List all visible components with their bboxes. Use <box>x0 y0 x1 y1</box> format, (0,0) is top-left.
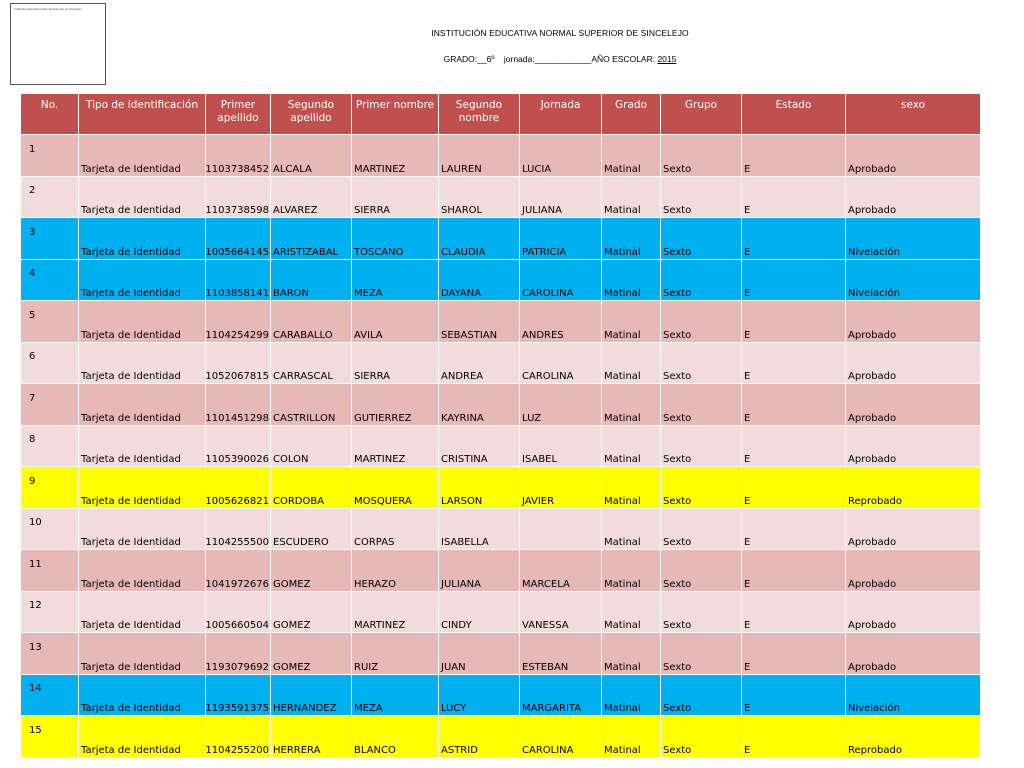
table-row[interactable] <box>21 218 981 260</box>
cell-segundo-apellido: MARTINEZ <box>352 135 439 177</box>
cell-segundo-nombre <box>520 508 602 550</box>
cell-estado: Aprobado <box>846 384 981 426</box>
column-header-primer-apellido[interactable]: Primer apellido <box>206 94 271 135</box>
cell-jornada: Matinal <box>602 218 661 260</box>
cell-grupo: E <box>742 550 846 592</box>
cell-no: 11 <box>21 550 79 592</box>
column-header-sexo[interactable]: sexo <box>846 94 981 135</box>
cell-tipo-identificacion <box>79 467 269 509</box>
cell-grupo: E <box>742 425 846 467</box>
cell-segundo-apellido: MARTINEZ <box>352 591 439 633</box>
cell-tipo-identificacion <box>79 218 269 260</box>
cell-primer-apellido: CASTRILLON <box>271 384 352 426</box>
cell-segundo-apellido: GUTIERREZ <box>352 384 439 426</box>
school-logo <box>10 3 106 85</box>
cell-jornada: Matinal <box>602 301 661 343</box>
cell-grado: Sexto <box>661 550 742 592</box>
cell-grupo: E <box>742 135 846 177</box>
cell-tipo-identificacion <box>79 550 269 592</box>
cell-segundo-nombre: MARCELA <box>520 550 602 592</box>
cell-no: 9 <box>21 467 79 509</box>
numero-identificacion-text: 1103738452 <box>205 163 269 175</box>
cell-no: 15 <box>21 716 79 758</box>
table-row[interactable] <box>21 384 981 426</box>
cell-grado: Sexto <box>661 674 742 716</box>
cell-estado: Aprobado <box>846 591 981 633</box>
table-row[interactable] <box>21 550 981 592</box>
tipo-identificacion-text: Tarjeta de Identidad <box>81 620 181 631</box>
cell-primer-apellido: GOMEZ <box>271 591 352 633</box>
table-row[interactable] <box>21 176 981 218</box>
column-header-primer-nombre[interactable]: Primer nombre <box>352 94 439 135</box>
cell-primer-nombre: JUAN <box>439 633 520 675</box>
table-row[interactable] <box>21 301 981 343</box>
table-row[interactable] <box>21 633 981 675</box>
cell-jornada: Matinal <box>602 135 661 177</box>
cell-no: 14 <box>21 674 79 716</box>
cell-primer-nombre: LUCY <box>439 674 520 716</box>
cell-estado: Nivelación <box>846 674 981 716</box>
column-header-grado[interactable]: Grado <box>602 94 661 135</box>
cell-grado: Sexto <box>661 591 742 633</box>
cell-grado: Sexto <box>661 384 742 426</box>
tipo-identificacion-text: Tarjeta de Identidad <box>81 744 181 756</box>
cell-no: 6 <box>21 342 79 384</box>
cell-grado: Sexto <box>661 176 742 218</box>
cell-primer-nombre: ASTRID <box>439 716 520 758</box>
cell-estado: Aprobado <box>846 342 981 384</box>
numero-identificacion-text: 1193079692 <box>205 661 269 673</box>
cell-tipo-identificacion <box>79 425 269 467</box>
cell-estado: Aprobado <box>846 176 981 218</box>
cell-jornada: Matinal <box>602 508 661 550</box>
numero-identificacion-text: 1005664145 <box>205 246 269 258</box>
cell-segundo-nombre: ANDRES <box>520 301 602 343</box>
tipo-identificacion-text: Tarjeta de Identidad <box>81 661 181 673</box>
cell-jornada: Matinal <box>602 384 661 426</box>
column-header-segundo-nombre[interactable]: Segundo nombre <box>439 94 520 135</box>
cell-estado: Aprobado <box>846 508 981 550</box>
cell-estado: Aprobado <box>846 550 981 592</box>
cell-tipo-identificacion <box>79 342 269 384</box>
cell-primer-nombre: SEBASTIAN <box>439 301 520 343</box>
cell-estado: Nivelación <box>846 218 981 260</box>
cell-segundo-nombre: PATRICIA <box>520 218 602 260</box>
numero-identificacion-text: 1104255200 <box>205 744 269 756</box>
cell-grupo: E <box>742 467 846 509</box>
cell-jornada: Matinal <box>602 591 661 633</box>
cell-primer-apellido: ESCUDERO <box>271 508 352 550</box>
table-row[interactable] <box>21 425 981 467</box>
cell-grado: Sexto <box>661 342 742 384</box>
cell-grupo: E <box>742 591 846 633</box>
cell-tipo-identificacion <box>79 176 269 218</box>
cell-primer-nombre: JULIANA <box>439 550 520 592</box>
numero-identificacion-text: 1101451298 <box>205 412 269 424</box>
table-row[interactable] <box>21 716 981 758</box>
cell-primer-apellido: BARON <box>271 259 352 301</box>
table-row[interactable] <box>21 508 981 550</box>
column-header-no[interactable]: No. <box>21 94 79 135</box>
cell-tipo-identificacion <box>79 259 269 301</box>
student-roster-table <box>20 93 981 758</box>
tipo-identificacion-text: Tarjeta de Identidad <box>81 454 181 465</box>
cell-segundo-nombre: LUZ <box>520 384 602 426</box>
cell-jornada: Matinal <box>602 467 661 509</box>
cell-no: 10 <box>21 508 79 550</box>
cell-no: 4 <box>21 259 79 301</box>
cell-primer-apellido: HERNANDEZ <box>271 674 352 716</box>
cell-segundo-apellido: SIERRA <box>352 342 439 384</box>
table-row[interactable] <box>21 259 981 301</box>
cell-primer-apellido: CORDOBA <box>271 467 352 509</box>
cell-estado: Aprobado <box>846 633 981 675</box>
cell-jornada: Matinal <box>602 674 661 716</box>
column-header-estado[interactable]: Estado <box>742 94 846 135</box>
table-row[interactable] <box>21 467 981 509</box>
cell-tipo-identificacion <box>79 301 269 343</box>
cell-segundo-apellido: AVILA <box>352 301 439 343</box>
cell-segundo-nombre: LUCIA <box>520 135 602 177</box>
tipo-identificacion-text: Tarjeta de Identidad <box>81 412 181 424</box>
cell-primer-nombre: CRISTINA <box>439 425 520 467</box>
cell-primer-apellido: ARISTIZABAL <box>271 218 352 260</box>
cell-jornada: Matinal <box>602 342 661 384</box>
cell-jornada: Matinal <box>602 550 661 592</box>
cell-segundo-nombre: JAVIER <box>520 467 602 509</box>
cell-tipo-identificacion <box>79 135 269 177</box>
cell-jornada: Matinal <box>602 176 661 218</box>
tipo-identificacion-text: Tarjeta de Identidad <box>81 371 181 382</box>
cell-primer-apellido: ALVAREZ <box>271 176 352 218</box>
cell-grado: Sexto <box>661 467 742 509</box>
cell-grado: Sexto <box>661 508 742 550</box>
numero-identificacion-text: 1005660504 <box>205 620 269 631</box>
cell-segundo-nombre: MARGARITA <box>520 674 602 716</box>
cell-segundo-apellido: RUIZ <box>352 633 439 675</box>
cell-primer-apellido: CARABALLO <box>271 301 352 343</box>
numero-identificacion-text: 1052067815 <box>205 371 269 382</box>
cell-grupo: E <box>742 342 846 384</box>
cell-primer-nombre: DAYANA <box>439 259 520 301</box>
cell-segundo-apellido: MEZA <box>352 259 439 301</box>
logo-caption: Institución Educativa Normal Superior de Sincelejo <box>14 7 82 11</box>
column-header-segundo-apellido[interactable]: Segundo apellido <box>271 94 352 135</box>
cell-jornada: Matinal <box>602 425 661 467</box>
cell-segundo-nombre: ESTEBAN <box>520 633 602 675</box>
cell-jornada: Matinal <box>602 633 661 675</box>
cell-estado: Reprobado <box>846 467 981 509</box>
numero-identificacion-text: 1104254299 <box>205 329 269 341</box>
cell-grupo: E <box>742 218 846 260</box>
numero-identificacion-text: 1041972676 <box>205 578 269 590</box>
cell-primer-nombre: LARSON <box>439 467 520 509</box>
cell-grado: Sexto <box>661 425 742 467</box>
document-title: INSTITUCIÓN EDUCATIVA NORMAL SUPERIOR DE SINCELEJO <box>431 28 689 38</box>
table-body <box>21 135 981 758</box>
numero-identificacion-text: 1005626821 <box>205 495 269 507</box>
cell-grupo: E <box>742 674 846 716</box>
table-row[interactable] <box>21 342 981 384</box>
cell-primer-apellido: GOMEZ <box>271 550 352 592</box>
cell-grupo: E <box>742 176 846 218</box>
cell-grado: Sexto <box>661 301 742 343</box>
tipo-identificacion-text: Tarjeta de Identidad <box>81 537 181 548</box>
numero-identificacion-text: 1103738598 <box>205 205 269 216</box>
cell-primer-apellido: HERRERA <box>271 716 352 758</box>
tipo-identificacion-text: Tarjeta de Identidad <box>81 578 181 590</box>
cell-primer-nombre: CLAUDIA <box>439 218 520 260</box>
column-header-tipo-identificacion[interactable]: Tipo de identificación <box>79 94 206 135</box>
table-row[interactable] <box>21 591 981 633</box>
cell-segundo-apellido: MOSQUERA <box>352 467 439 509</box>
cell-primer-apellido: GOMEZ <box>271 633 352 675</box>
cell-estado: Aprobado <box>846 425 981 467</box>
cell-no: 2 <box>21 176 79 218</box>
tipo-identificacion-text: Tarjeta de Identidad <box>81 163 181 175</box>
cell-jornada: Matinal <box>602 259 661 301</box>
cell-no: 1 <box>21 135 79 177</box>
numero-identificacion-text: 1193591375 <box>205 703 269 714</box>
cell-segundo-apellido: MARTINEZ <box>352 425 439 467</box>
cell-segundo-apellido: BLANCO <box>352 716 439 758</box>
cell-segundo-apellido: CORPAS <box>352 508 439 550</box>
cell-grado: Sexto <box>661 135 742 177</box>
column-header-grupo[interactable]: Grupo <box>661 94 742 135</box>
tipo-identificacion-text: Tarjeta de Identidad <box>81 329 181 341</box>
cell-segundo-apellido: MEZA <box>352 674 439 716</box>
numero-identificacion-text: 1104255500 <box>205 537 269 548</box>
school-year: 2015 <box>657 54 677 64</box>
document-subtitle <box>350 54 770 64</box>
cell-primer-nombre: CINDY <box>439 591 520 633</box>
cell-segundo-apellido: SIERRA <box>352 176 439 218</box>
cell-grado: Sexto <box>661 716 742 758</box>
cell-grado: Sexto <box>661 259 742 301</box>
cell-no: 8 <box>21 425 79 467</box>
tipo-identificacion-text: Tarjeta de Identidad <box>81 288 181 299</box>
table-header-row <box>21 94 981 135</box>
cell-segundo-nombre: CAROLINA <box>520 259 602 301</box>
cell-primer-apellido: ALCALA <box>271 135 352 177</box>
cell-segundo-apellido: TOSCANO <box>352 218 439 260</box>
cell-grupo: E <box>742 508 846 550</box>
numero-identificacion-text: 1105390026 <box>205 454 269 465</box>
cell-no: 12 <box>21 591 79 633</box>
cell-tipo-identificacion <box>79 384 269 426</box>
grade-shift-line: GRADO:__6º jornada:____________AÑO ESCOLAR: <box>443 54 658 64</box>
cell-segundo-apellido: HERAZO <box>352 550 439 592</box>
cell-segundo-nombre: ISABEL <box>520 425 602 467</box>
cell-primer-apellido: CARRASCAL <box>271 342 352 384</box>
cell-segundo-nombre: JULIANA <box>520 176 602 218</box>
cell-tipo-identificacion <box>79 591 269 633</box>
cell-estado: Reprobado <box>846 716 981 758</box>
cell-primer-nombre: ANDREA <box>439 342 520 384</box>
cell-tipo-identificacion <box>79 508 269 550</box>
tipo-identificacion-text: Tarjeta de Identidad <box>81 495 181 507</box>
cell-tipo-identificacion <box>79 633 269 675</box>
cell-primer-nombre: KAYRINA <box>439 384 520 426</box>
cell-primer-nombre: LAUREN <box>439 135 520 177</box>
cell-tipo-identificacion <box>79 674 269 716</box>
tipo-identificacion-text: Tarjeta de Identidad <box>81 205 181 216</box>
cell-primer-nombre: SHAROL <box>439 176 520 218</box>
table-row[interactable] <box>21 135 981 177</box>
cell-primer-nombre: ISABELLA <box>439 508 520 550</box>
tipo-identificacion-text: Tarjeta de Identidad <box>81 703 181 714</box>
cell-grado: Sexto <box>661 218 742 260</box>
cell-no: 7 <box>21 384 79 426</box>
cell-estado: Nivelación <box>846 259 981 301</box>
cell-grupo: E <box>742 716 846 758</box>
cell-primer-apellido: COLON <box>271 425 352 467</box>
cell-grupo: E <box>742 301 846 343</box>
cell-grupo: E <box>742 633 846 675</box>
cell-no: 13 <box>21 633 79 675</box>
tipo-identificacion-text: Tarjeta de Identidad <box>81 246 181 258</box>
cell-estado: Aprobado <box>846 301 981 343</box>
cell-no: 5 <box>21 301 79 343</box>
table-row[interactable] <box>21 674 981 716</box>
cell-grupo: E <box>742 259 846 301</box>
cell-estado: Aprobado <box>846 135 981 177</box>
numero-identificacion-text: 1103858141 <box>205 288 269 299</box>
cell-segundo-nombre: CAROLINA <box>520 342 602 384</box>
column-header-jornada[interactable]: Jornada <box>520 94 602 135</box>
cell-jornada: Matinal <box>602 716 661 758</box>
cell-grupo: E <box>742 384 846 426</box>
cell-segundo-nombre: VANESSA <box>520 591 602 633</box>
cell-segundo-nombre: CAROLINA <box>520 716 602 758</box>
cell-grado: Sexto <box>661 633 742 675</box>
cell-no: 3 <box>21 218 79 260</box>
cell-tipo-identificacion <box>79 716 269 758</box>
